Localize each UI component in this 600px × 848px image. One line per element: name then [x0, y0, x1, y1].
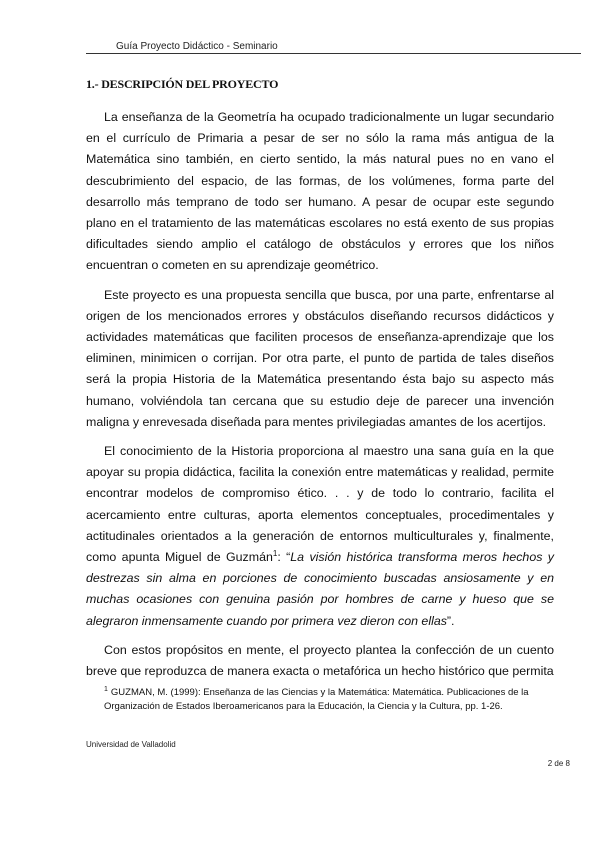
header-divider: [86, 53, 581, 54]
paragraph-4: Con estos propósitos en mente, el proyecto plantea la confección de un cuento breve que reproduzca de manera exacta o metafórica un hecho histórico que permita: [86, 642, 554, 679]
body-text: [86, 107, 554, 690]
paragraph-2: Este proyecto es una propuesta sencilla que busca, por una parte, enfrentarse al origen de los mencionados errores y obstáculos diseñando recursos didácticos y actividades matemáticas que faciliten procesos de enseñanza-aprendizaje que los eliminen, minimicen o corrijan. Por otra parte, el punto de partida de tales diseños será la propia Historia de la Matemática presentando ésta bajo su aspecto más humano, volviéndola tan cercana que su estudio deje de parecer una invención maligna y enrevesada diseñada para mentes privilegiadas amantes de los acertijos.: [86, 287, 554, 429]
footer-institution: Universidad de Valladolid: [86, 740, 176, 749]
quotation: La visión histórica transforma meros hechos y destrezas sin alma en porciones de conocimiento buscadas ansiosamente y en muchas ocasiones con genuina pasión por hombres de carne y hueso que se alegraron inmensamente cuando por primera vez dieron con ellas: [86, 550, 554, 628]
footnote: [104, 686, 554, 714]
footnote-number: 1: [104, 685, 108, 693]
section-title: 1.- DESCRIPCIÓN DEL PROYECTO: [86, 77, 279, 91]
quote-close: ”.: [446, 613, 455, 628]
paragraph-1: La enseñanza de la Geometría ha ocupado tradicionalmente un lugar secundario en el currículo de Primaria a pesar de ser no sólo la rama más antigua de la Matemática sino también, en cierto sentido, la más natural pues no en vano el descubrimiento del espacio, de las formas, de los volúmenes, forma parte del desarrollo más temprano de todo ser humano. A pesar de ocupar este segundo plano en el tratamiento de las matemáticas escolares no está exento de sus propias dificultades siendo amplio el catálogo de obstáculos y errores que los niños encuentran o cometen en su aprendizaje geométrico.: [86, 110, 554, 273]
paragraph-3: [86, 441, 554, 632]
footnote-reference: 1: [272, 548, 278, 558]
page-number: 2 de 8: [547, 759, 570, 768]
quote-open: : “: [277, 550, 291, 565]
paragraph-3-intro: El conocimiento de la Historia proporciona al maestro una sana guía en la que apoyar su propia didáctica, facilita la conexión entre matemáticas y realidad, permite encontrar modelos de compromiso ético. . . y de todo lo contrario, facilita el acercamiento entre culturas, aporta elementos conceptuales, procedimentales y actitudinales orientados a la generación de entornos multiculturales y, finalmente, como apunta Miguel de Guzmán: [86, 444, 554, 565]
footnote-text: GUZMAN, M. (1999): Enseñanza de las Ciencias y la Matemática: Matemática. Publicaciones de la Organización de Estados Iberoamericanos para la Educación, la Ciencia y la Cultura, pp. 1-26.: [104, 687, 529, 712]
running-header: Guía Proyecto Didáctico - Seminario: [116, 41, 278, 52]
